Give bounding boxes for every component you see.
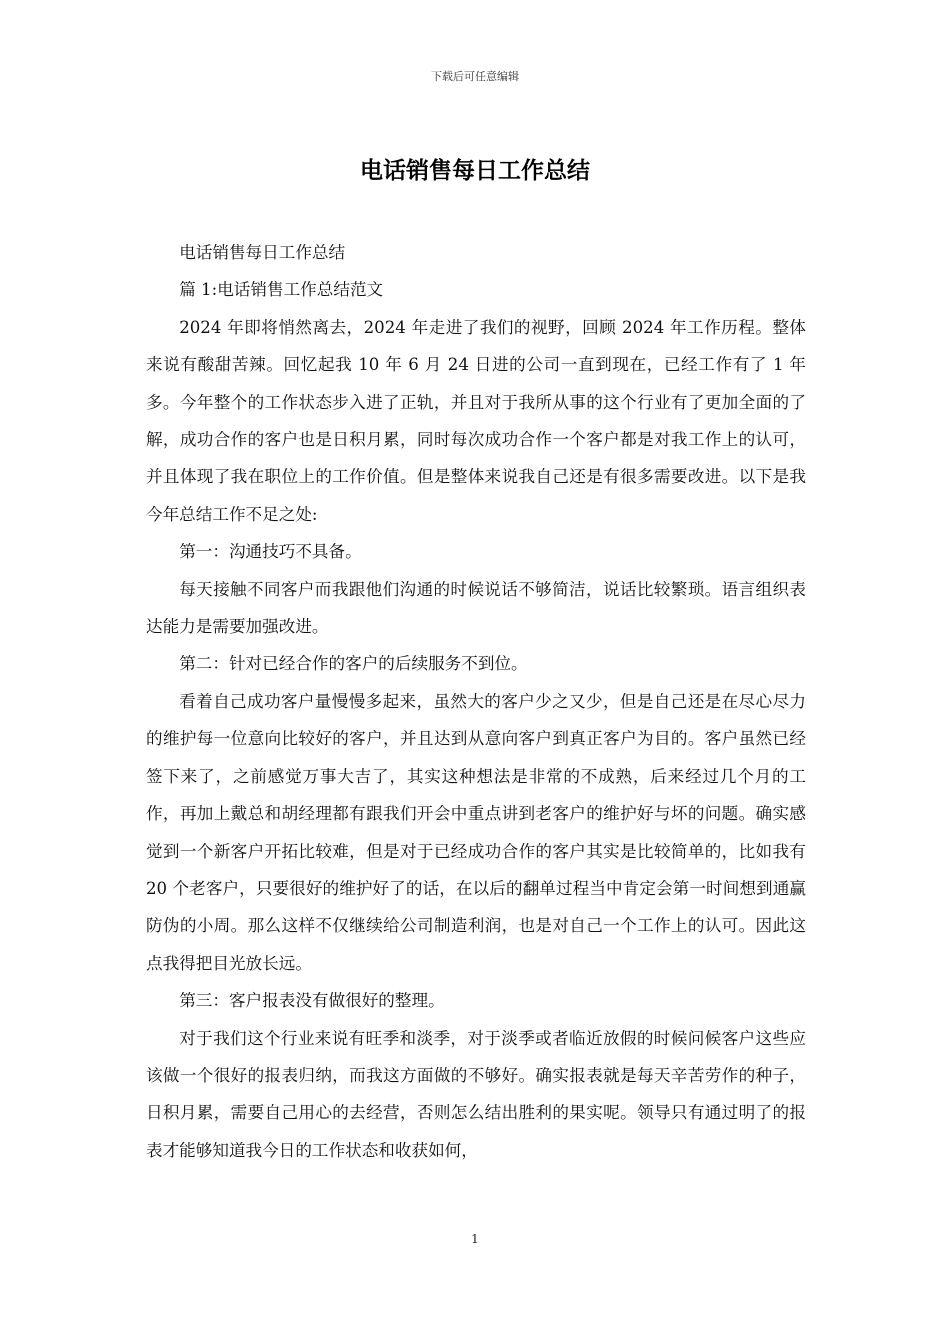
paragraph-point-three-heading: 第三：客户报表没有做很好的整理。 xyxy=(179,991,445,1011)
paragraph-intro: 2024 年即将悄然离去，2024 年走进了我们的视野，回顾 2024 年工作历程。整体来说有酸甜苦辣。回忆起我 10 年 6 月 24 日进的公司一直到现在，已经工作有了 1 年多。今年整个的工作状态步入进了正轨，并且对于我所从事的这个行业有了更加全面的了解，成功合作的客户也是日积月累，同时每次成功合作一个客户都是对我工作上的认可，并且体现了我在职位上的工作价值。但是整体来说我自己还是有很多需要改进。以下是我今年总结工作不足之处: xyxy=(146,317,806,524)
paragraph-subtitle: 电话销售每日工作总结 xyxy=(179,243,346,262)
document-body xyxy=(146,234,806,1169)
paragraph-point-three-body: 对于我们这个行业来说有旺季和淡季，对于淡季或者临近放假的时候问候客户这些应该做一个很好的报表归纳，而我这方面做的不够好。确实报表就是每天辛苦劳作的种子，日积月累，需要自己用心的去经营，否则怎么结出胜利的果实呢。领导只有通过明了的报表才能够知道我今日的工作状态和收获如何， xyxy=(146,1028,806,1160)
paragraph-point-two-heading: 第二：针对已经合作的客户的后续服务不到位。 xyxy=(179,654,528,674)
paragraph-point-one-body: 每天接触不同客户而我跟他们沟通的时候说话不够简洁，说话比较繁琐。语言组织表达能力是需要加强改进。 xyxy=(146,579,806,637)
header-note: 下载后可任意编辑 xyxy=(431,70,519,83)
document-title: 电话销售每日工作总结 xyxy=(360,158,590,184)
page-number: 1 xyxy=(471,1232,479,1246)
paragraph-point-two-body: 看着自己成功客户量慢慢多起来，虽然大的客户少之又少，但是自己还是在尽心尽力的维护每一位意向比较好的客户，并且达到从意向客户到真正客户为目的。客户虽然已经签下来了，之前感觉万事大吉了，其实这种想法是非常的不成熟，后来经过几个月的工作，再加上戴总和胡经理都有跟我们开会中重点讲到老客户的维护好与坏的问题。确实感觉到一个新客户开拓比较难，但是对于已经成功合作的客户其实是比较简单的，比如我有 20 个老客户，只要很好的维护好了的话，在以后的翻单过程当中肯定会第一时间想到通赢防伪的小周。那么这样不仅继续给公司制造利润，也是对自己一个工作上的认可。因此这点我得把目光放长远。 xyxy=(146,691,806,973)
paragraph-point-one-heading: 第一：沟通技巧不具备。 xyxy=(179,542,362,562)
paragraph-section-heading: 篇 1:电话销售工作总结范文 xyxy=(179,280,384,300)
